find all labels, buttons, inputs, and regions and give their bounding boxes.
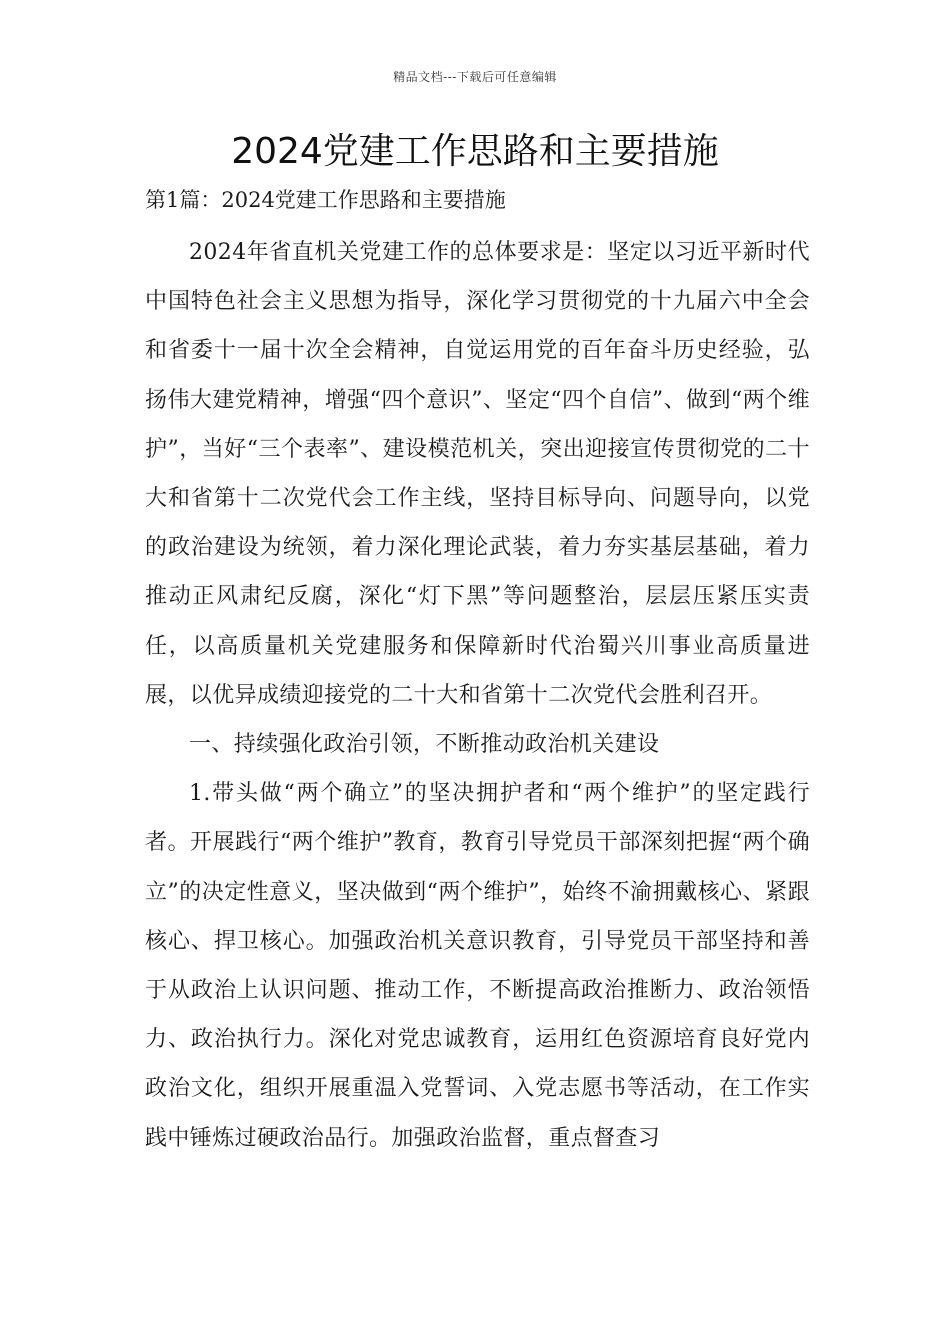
intro-paragraph: 2024年省直机关党建工作的总体要求是：坚定以习近平新时代中国特色社会主义思想为指导，深化学习贯彻党的十九届六中全会和省委十一届十次全会精神，自觉运用党的百年奋斗历史经验，弘扬伟大建党精神，增强“四个意识”、坚定“四个自信”、做到“两个维护”，当好“三个表率”、建设模范机关，突出迎接宣传贯彻党的二十大和省第十二次党代会工作主线，坚持目标导向、问题导向，以党的政治建设为统领，着力深化理论武装，着力夯实基层基础，着力推动正风肃纪反腐，深化“灯下黑”等问题整治，层层压紧压实责任，以高质量机关党建服务和保障新时代治蜀兴川事业高质量进展，以优异成绩迎接党的二十大和省第十二次党代会胜利召开。 [145, 240, 810, 708]
header-note: 精品文档---下载后可任意编辑 [393, 70, 557, 84]
section-heading: 一、持续强化政治引领，不断推动政治机关建设 [189, 732, 660, 758]
item-paragraph: 1.带头做“两个确立”的坚决拥护者和“两个维护”的坚定践行者。开展践行“两个维护”教育，教育引导党员干部深刻把握“两个确立”的决定性意义，坚决做到“两个维护”，始终不渝拥戴核心、紧跟核心、捍卫核心。加强政治机关意识教育，引导党员干部坚持和善于从政治上认识问题、推动工作，不断提高政治推断力、政治领悟力、政治执行力。深化对党忠诚教育，运用红色资源培育良好党内政治文化，组织开展重温入党誓词、入党志愿书等活动，在工作实践中锤炼过硬政治品行。加强政治监督，重点督查习 [145, 781, 810, 1151]
document-body [145, 228, 810, 1163]
document-title: 2024党建工作思路和主要措施 [231, 131, 719, 172]
chapter-heading: 第1篇：2024党建工作思路和主要措施 [145, 188, 506, 212]
